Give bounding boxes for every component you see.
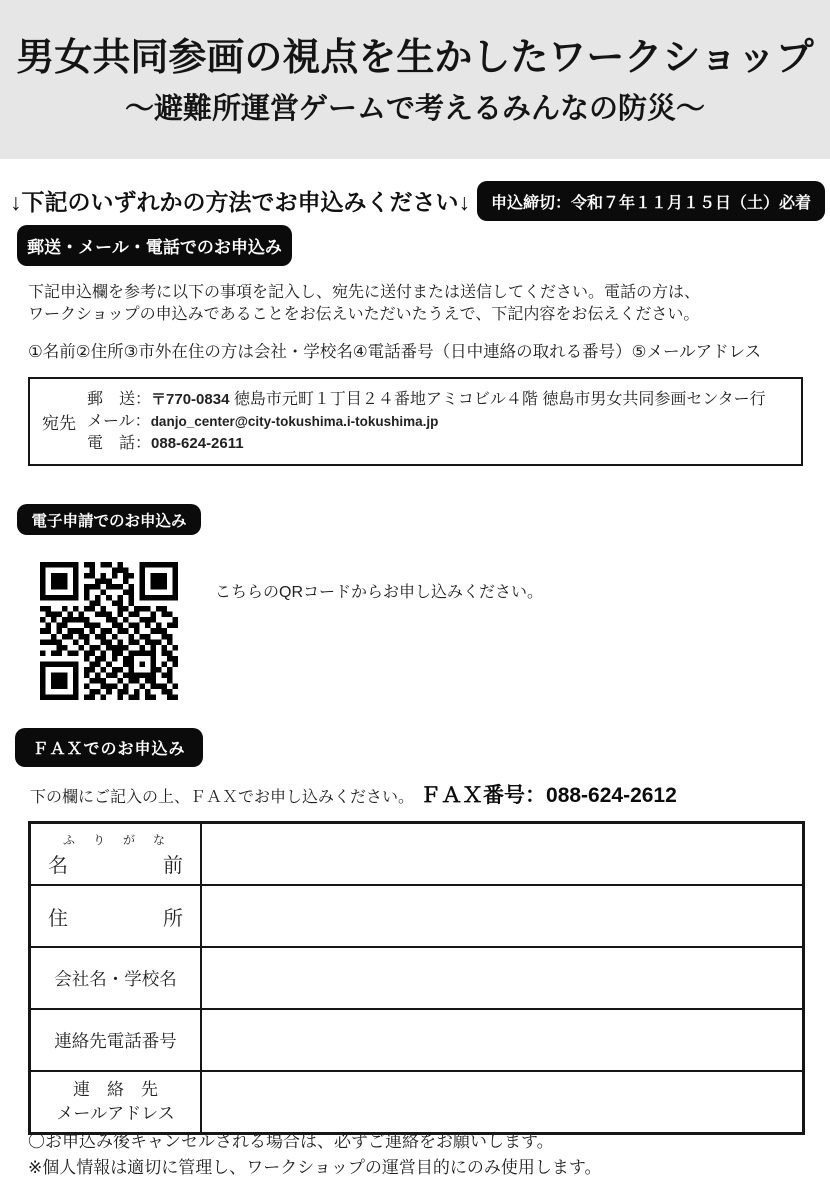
form-label-address — [30, 885, 202, 947]
deadline-badge: 申込締切：令和７年１１月１５日（土）必着 — [477, 181, 825, 221]
form-label-email — [30, 1071, 202, 1134]
fax-form-table — [28, 821, 805, 1135]
fax-number-value: 088-624-2612 — [546, 784, 677, 807]
form-row-address — [30, 885, 804, 947]
contact-phone-label: 連絡先電話番号 — [54, 1030, 177, 1051]
required-items-list: ①名前②住所③市外在住の方は会社・学校名④電話番号（日中連絡の取れる番号）⑤メールアドレス — [28, 343, 762, 361]
email-label: メール： — [87, 412, 151, 430]
fax-number-label: ＦＡＸ番号： — [420, 784, 547, 807]
header-band — [0, 0, 830, 159]
address-label-left: 住 — [48, 907, 68, 930]
destination-label: 宛先 — [42, 414, 76, 433]
name-label — [48, 849, 183, 878]
form-label-phone — [30, 1009, 202, 1071]
destination-box — [28, 377, 803, 466]
mail-instructions-line2: ワークショップの申込みであることをお伝えいただいたうえで、下記内容をお伝えください。 — [28, 305, 700, 323]
phone-label: 電 話： — [87, 434, 152, 452]
contact-email-label — [31, 1078, 200, 1126]
fax-number — [420, 779, 677, 809]
form-row-email — [30, 1071, 804, 1134]
section-badge-fax: ＦＡＸでのお申込み — [15, 728, 203, 767]
email-line — [87, 411, 766, 433]
section-badge-mail-phone: 郵送・メール・電話でのお申込み — [17, 225, 292, 266]
footer-notes — [28, 1129, 602, 1180]
postal-address-line — [87, 389, 766, 411]
footer-note-cancel: 〇お申込み後キャンセルされる場合は、必ずご連絡をお願いします。 — [28, 1132, 554, 1151]
qr-caption: こちらのQRコードからお申し込みください。 — [215, 584, 544, 601]
furigana-label: ふ り が な — [62, 832, 168, 847]
fax-instruction-line — [30, 779, 677, 809]
contact-email-label-line1: 連 絡 先 — [73, 1080, 158, 1099]
contact-email-label-line2: メールアドレス — [56, 1104, 175, 1123]
form-row-company — [30, 947, 804, 1009]
form-label-name — [30, 823, 202, 886]
name-input-cell[interactable] — [201, 823, 804, 886]
mail-instructions-line1: 下記申込欄を参考に以下の事項を記入し、宛先に送付または送信してください。電話の方は、 — [28, 284, 701, 301]
page-title: 男女共同参画の視点を生かしたワークショップ — [16, 37, 814, 79]
footer-note-privacy: ※個人情報は適切に管理し、ワークショップの運営目的にのみ使用します。 — [28, 1157, 602, 1177]
phone-input-cell[interactable] — [201, 1009, 804, 1071]
postal-label: 郵 送： — [87, 390, 152, 408]
name-label-right: 前 — [163, 854, 183, 877]
company-input-cell[interactable] — [201, 947, 804, 1009]
postal-code: 〒770-0834 — [151, 390, 230, 408]
form-row-phone — [30, 1009, 804, 1071]
destination-lines — [87, 389, 766, 455]
name-label-left: 名 — [48, 854, 68, 877]
address-label-right: 所 — [163, 907, 183, 930]
apply-methods-heading: ↓下記のいずれかの方法でお申込みください↓ — [10, 189, 470, 215]
form-row-name — [30, 823, 804, 886]
postal-address: 徳島市元町１丁目２４番地アミコビル４階 徳島市男女共同参画センター行 — [233, 390, 766, 408]
email-input-cell[interactable] — [201, 1071, 804, 1134]
phone-line — [87, 433, 766, 455]
phone-number: 088-624-2611 — [151, 434, 244, 452]
address-input-cell[interactable] — [201, 885, 804, 947]
email-address: danjo_center@city-tokushima.i-tokushima.jp — [150, 413, 439, 429]
address-label — [48, 902, 183, 931]
form-label-company — [30, 947, 202, 1009]
page-subtitle: ～避難所運営ゲームで考えるみんなの防災～ — [124, 93, 705, 125]
company-label: 会社名・学校名 — [54, 968, 177, 989]
mail-instructions — [28, 282, 808, 325]
section-badge-e-application: 電子申請でのお申込み — [17, 504, 201, 535]
qr-code — [40, 562, 178, 700]
fax-instruction: 下の欄にご記入の上、ＦＡＸでお申し込みください。 — [30, 789, 415, 806]
